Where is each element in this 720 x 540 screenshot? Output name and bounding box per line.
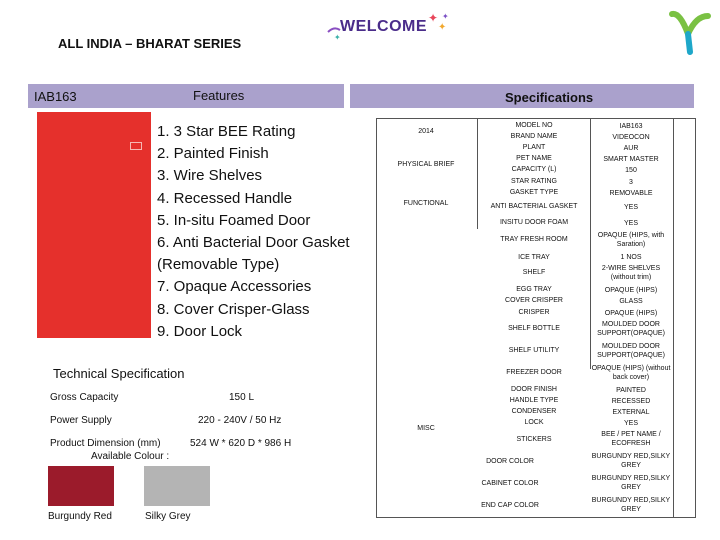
- svg-text:✦: ✦: [442, 12, 449, 21]
- power-supply-label: Power Supply: [50, 415, 112, 426]
- spec-value: OPAQUE (HIPS): [604, 310, 658, 317]
- colour-name: Silky Grey: [145, 511, 191, 522]
- refrigerator-image: [37, 112, 151, 338]
- spec-value: VIDEOCON: [612, 134, 650, 141]
- spec-value: EXTERNAL: [612, 409, 650, 416]
- spec-label: CONDENSER: [511, 408, 557, 415]
- spec-label: SHELF: [522, 269, 546, 276]
- spec-value: YES: [623, 420, 638, 427]
- feature-item: 7. Opaque Accessories: [157, 278, 312, 296]
- spec-value: BURGUNDY RED,SILKY GREY: [591, 475, 671, 491]
- features-heading: Features: [193, 88, 245, 103]
- svg-text:✦: ✦: [438, 22, 447, 33]
- spec-value: BURGUNDY RED,SILKY GREY: [591, 453, 671, 469]
- spec-label: EGG TRAY: [516, 286, 552, 293]
- spec-label: STAR RATING: [510, 178, 558, 185]
- group-label: PHYSICAL BRIEF: [397, 161, 455, 168]
- spec-label: END CAP COLOR: [481, 502, 539, 509]
- spec-value: YES: [623, 220, 638, 227]
- group-label: MISC: [417, 425, 435, 432]
- spec-label: PLANT: [522, 144, 546, 151]
- feature-item: 3. Wire Shelves: [157, 167, 263, 185]
- spec-value: OPAQUE (HIPS): [604, 287, 658, 294]
- svg-text:✦: ✦: [334, 33, 341, 42]
- table-divider: [673, 119, 674, 517]
- gross-capacity-label: Gross Capacity: [50, 392, 119, 403]
- spec-label: MODEL NO: [515, 122, 553, 129]
- spec-value: BURGUNDY RED,SILKY GREY: [591, 497, 671, 513]
- spec-value: BEE / PET NAME / ECOFRESH: [601, 431, 661, 447]
- feature-item: 2. Painted Finish: [157, 145, 269, 163]
- power-supply-value: 220 - 240V / 50 Hz: [198, 415, 282, 426]
- spec-value: 150: [625, 167, 637, 174]
- spec-label: ICE TRAY: [518, 254, 550, 261]
- spec-value: MOULDED DOOR SUPPORT(OPAQUE): [597, 321, 665, 337]
- spec-value: IAB163: [619, 123, 643, 130]
- spec-label: PET NAME: [516, 155, 552, 162]
- spec-label: BRAND NAME: [510, 133, 558, 140]
- spec-value: YES: [623, 204, 638, 211]
- gross-capacity-value: 150 L: [229, 392, 255, 403]
- door-lock-icon: [130, 142, 142, 150]
- spec-label: HANDLE TYPE: [509, 397, 559, 404]
- spec-label: STICKERS: [516, 436, 552, 443]
- spec-label: LOCK: [524, 419, 544, 426]
- spec-value: 3: [629, 179, 633, 186]
- swatch-burgundy-red: [48, 466, 114, 506]
- model-code: IAB163: [34, 89, 77, 104]
- welcome-text: WELCOME: [340, 18, 428, 35]
- feature-item: (Removable Type): [157, 256, 280, 274]
- spec-value: OPAQUE (HIPS, with Saration): [597, 232, 665, 248]
- spec-label: FREEZER DOOR: [506, 369, 562, 376]
- svg-text:✦: ✦: [428, 11, 439, 25]
- spec-value: SMART MASTER: [603, 156, 659, 163]
- technical-spec-heading: Technical Specification: [53, 366, 185, 381]
- features-list: [157, 121, 387, 343]
- feature-item: 8. Cover Crisper-Glass: [157, 300, 310, 318]
- spec-label: DOOR COLOR: [486, 458, 534, 465]
- spec-label: COVER CRISPER: [505, 297, 563, 304]
- spec-label: CRISPER: [518, 309, 550, 316]
- spec-value: OPAQUE (HIPS) (without back cover): [591, 365, 671, 381]
- spec-label: SHELF BOTTLE: [508, 325, 560, 332]
- spec-label: DOOR FINISH: [511, 386, 557, 393]
- spec-value: AUR: [623, 145, 639, 152]
- spec-label: GASKET TYPE: [509, 189, 559, 196]
- feature-item: 4. Recessed Handle: [157, 189, 293, 207]
- product-dimension-value: 524 W * 620 D * 986 H: [190, 438, 292, 449]
- colour-name: Burgundy Red: [48, 511, 112, 522]
- spec-value: REMOVABLE: [609, 190, 653, 197]
- spec-label: CABINET COLOR: [481, 480, 539, 487]
- available-colour-label: Available Colour :: [91, 451, 170, 462]
- swatch-silky-grey: [144, 466, 210, 506]
- spec-label: ANTI BACTERIAL GASKET: [490, 203, 578, 210]
- specifications-heading: Specifications: [505, 90, 594, 105]
- feature-item: 6. Anti Bacterial Door Gasket: [157, 234, 350, 252]
- page-title: ALL INDIA – BHARAT SERIES: [58, 36, 242, 51]
- spec-label: TRAY FRESH ROOM: [500, 236, 568, 243]
- welcome-logo: [326, 10, 454, 42]
- spec-label: INSITU DOOR FOAM: [499, 219, 569, 226]
- spec-label: SHELF UTILITY: [508, 347, 560, 354]
- feature-item: 9. Door Lock: [157, 322, 243, 340]
- group-label: 2014: [418, 128, 434, 135]
- group-label: FUNCTIONAL: [403, 200, 449, 207]
- spec-label: CAPACITY (L): [511, 166, 557, 173]
- brand-logo-icon: [668, 8, 712, 56]
- feature-item: 5. In-situ Foamed Door: [157, 211, 311, 229]
- product-dimension-label: Product Dimension (mm): [50, 438, 161, 449]
- feature-item: 1. 3 Star BEE Rating: [157, 123, 296, 140]
- spec-value: PAINTED: [616, 387, 646, 394]
- spec-value: 1 NOS: [620, 254, 642, 261]
- spec-value: MOULDED DOOR SUPPORT(OPAQUE): [597, 343, 665, 359]
- spec-value: GLASS: [619, 298, 643, 305]
- spec-value: 2-WIRE SHELVES (without trim): [601, 265, 661, 281]
- spec-value: RECESSED: [611, 398, 651, 405]
